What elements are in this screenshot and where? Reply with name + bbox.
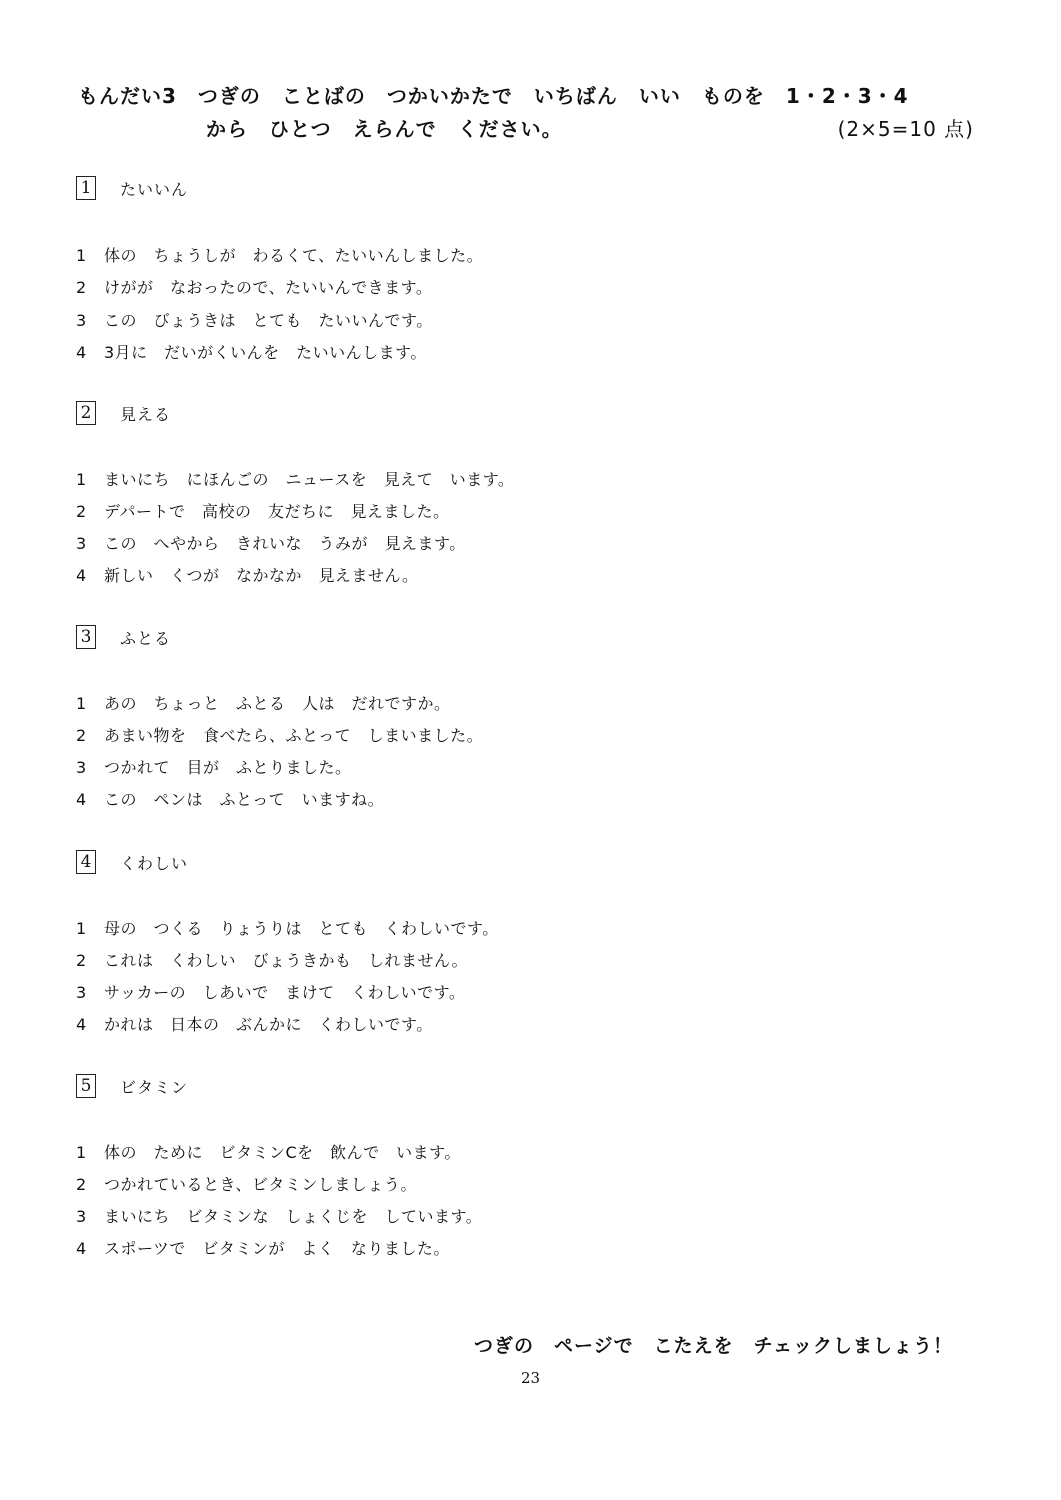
option-1[interactable]: 1 体の ために ビタミンCを 飲んで います。 <box>76 1143 461 1162</box>
option-2[interactable]: 2 あまい物を 食べたら、ふとって しまいました。 <box>76 726 484 745</box>
question-number-box: 2 <box>76 401 96 425</box>
question-number-box: 3 <box>76 625 96 649</box>
option-3[interactable]: 3 つかれて 目が ふとりました。 <box>76 758 352 777</box>
option-3[interactable]: 3 この へやから きれいな うみが 見えます。 <box>76 534 466 553</box>
option-1[interactable]: 1 母の つくる りょうりは とても くわしいです。 <box>76 919 499 938</box>
option-1[interactable]: 1 あの ちょっと ふとる 人は だれですか。 <box>76 694 451 713</box>
option-1[interactable]: 1 まいにち にほんごの ニュースを 見えて います。 <box>76 470 515 489</box>
question-word: くわしい <box>120 853 189 873</box>
option-2[interactable]: 2 デパートで 高校の 友だちに 見えました。 <box>76 502 450 521</box>
option-3[interactable]: 3 この びょうきは とても たいいんです。 <box>76 311 433 330</box>
points-note: (2×5=10 点) <box>837 117 974 141</box>
option-3[interactable]: 3 サッカーの しあいで まけて くわしいです。 <box>76 983 466 1002</box>
instruction-line-2: から ひとつ えらんで ください。 <box>206 117 563 141</box>
option-1[interactable]: 1 体の ちょうしが わるくて、たいいんしました。 <box>76 246 484 265</box>
page-number: 23 <box>520 1369 541 1387</box>
option-2[interactable]: 2 これは くわしい びょうきかも しれません。 <box>76 951 468 970</box>
question-word: ビタミン <box>120 1077 189 1097</box>
option-4[interactable]: 4 新しい くつが なかなか 見えません。 <box>76 566 419 585</box>
question-word: 見える <box>120 404 172 424</box>
option-4[interactable]: 4 この ペンは ふとって いますね。 <box>76 790 385 809</box>
footer-note: つぎの ページで こたえを チェックしましょう！ <box>474 1335 954 1357</box>
option-4[interactable]: 4 スポーツで ビタミンが よく なりました。 <box>76 1239 450 1258</box>
option-3[interactable]: 3 まいにち ビタミンな しょくじを しています。 <box>76 1207 483 1226</box>
question-number-box: 1 <box>76 176 96 200</box>
question-word: ふとる <box>120 628 172 648</box>
option-4[interactable]: 4 かれは 日本の ぶんかに くわしいです。 <box>76 1015 433 1034</box>
instruction-line-1: もんだい3 つぎの ことばの つかいかたで いちばん いい ものを 1・2・3・4 <box>78 84 909 108</box>
option-2[interactable]: 2 けがが なおったので、たいいんできます。 <box>76 278 433 297</box>
question-number-box: 5 <box>76 1074 96 1098</box>
question-number-box: 4 <box>76 850 96 874</box>
option-4[interactable]: 4 3月に だいがくいんを たいいんします。 <box>76 343 427 362</box>
question-word: たいいん <box>120 179 189 199</box>
option-2[interactable]: 2 つかれているとき、ビタミンしましょう。 <box>76 1175 417 1194</box>
